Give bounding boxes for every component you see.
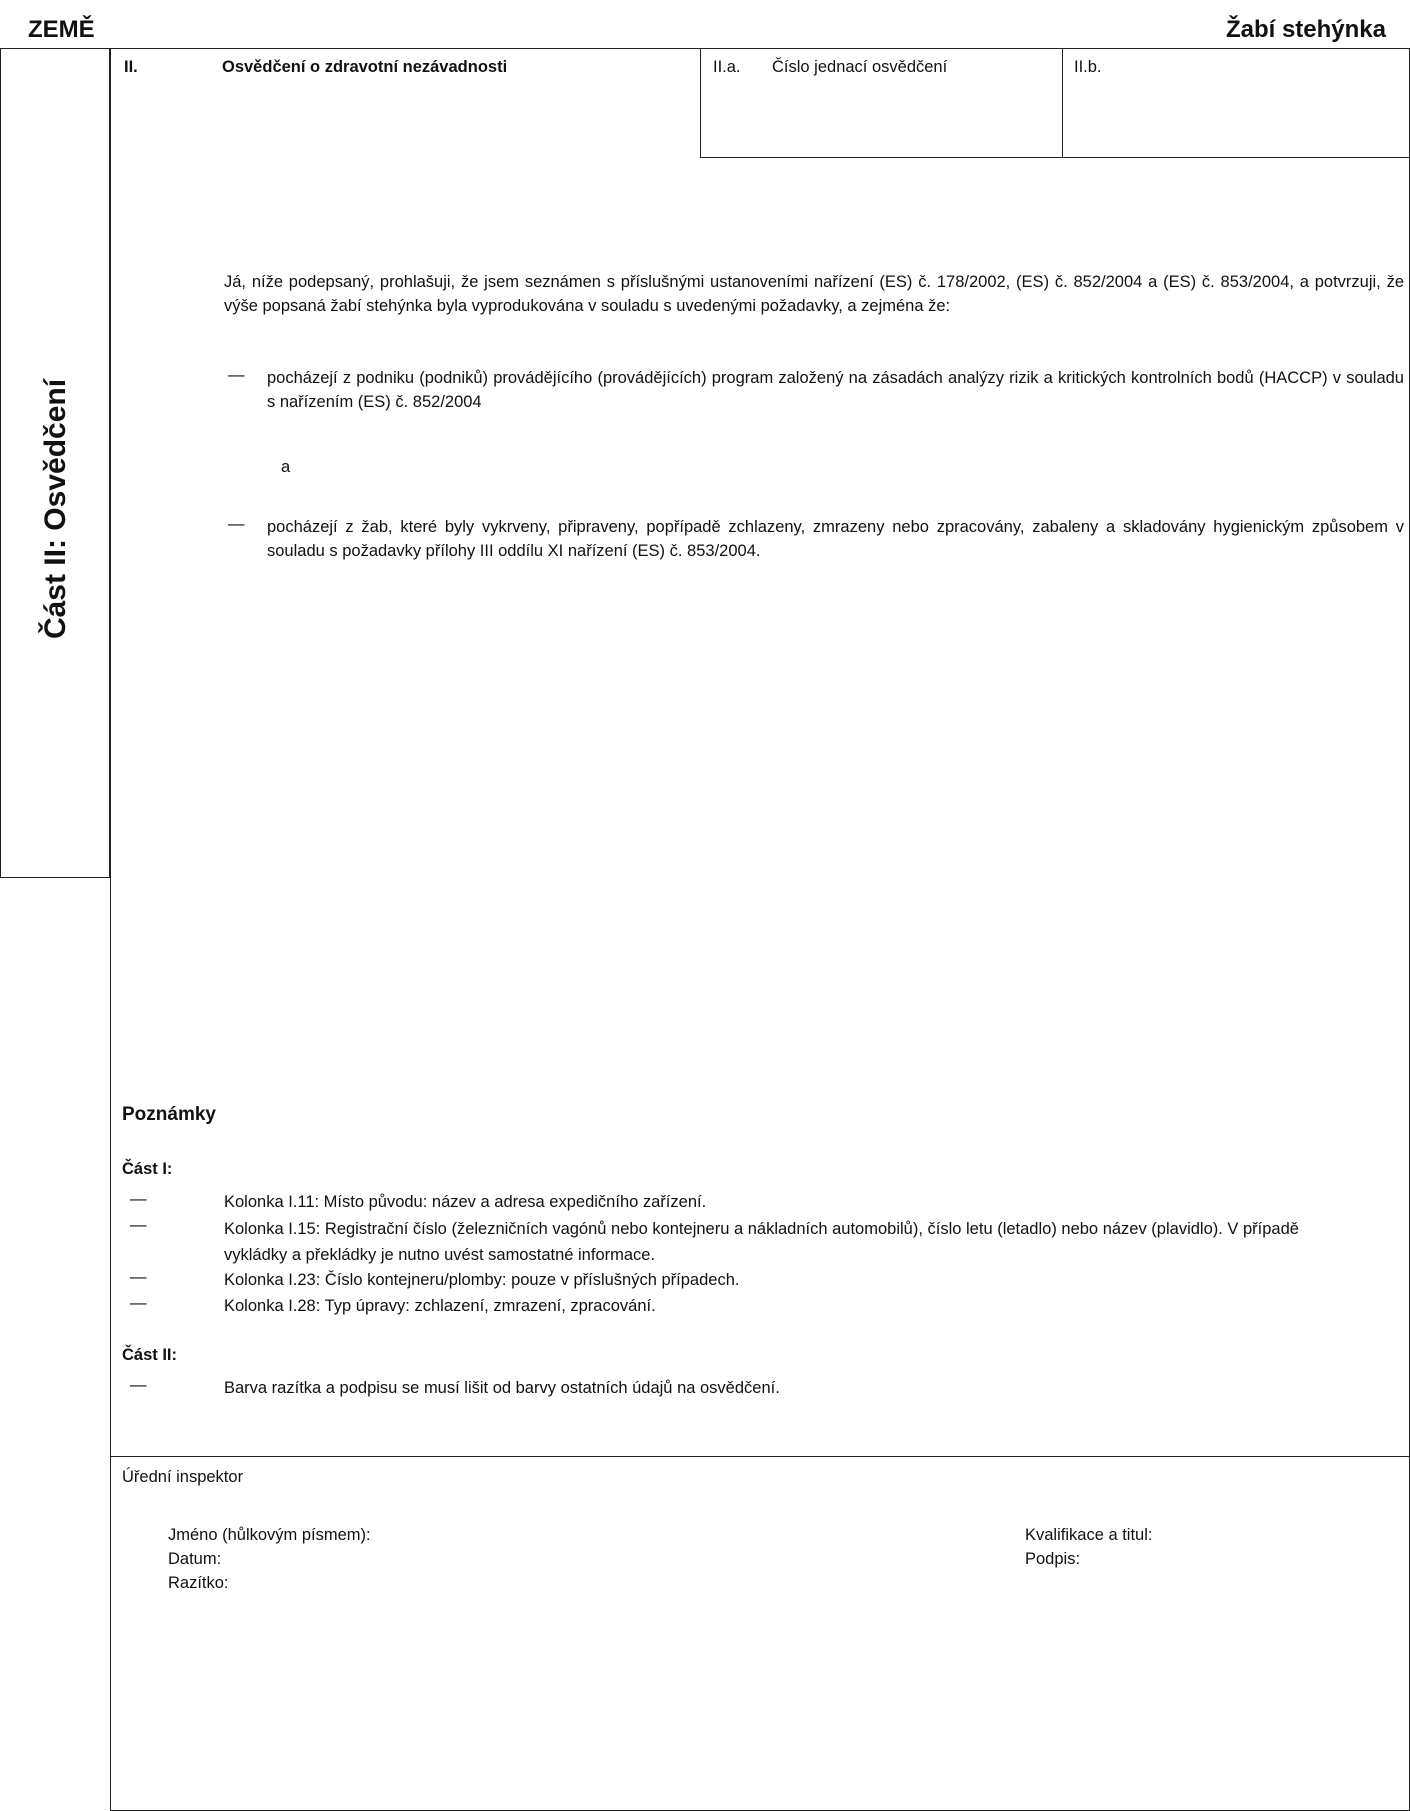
side-label-box bbox=[0, 48, 110, 878]
note-item: Kolonka I.23: Číslo kontejneru/plomby: pouze v příslušných případech. bbox=[224, 1271, 740, 1289]
section-title: Osvědčení o zdravotní nezávadnosti bbox=[222, 58, 508, 76]
name-label: Jméno (hůlkovým písmem): bbox=[168, 1526, 371, 1544]
inspector-title: Úřední inspektor bbox=[122, 1468, 244, 1486]
note4-dash: — bbox=[130, 1294, 147, 1312]
note1-dash: — bbox=[130, 1190, 147, 1208]
country-header: ZEMĚ bbox=[28, 16, 95, 43]
note-item: Kolonka I.28: Typ úpravy: zchlazení, zmrazení, zpracování. bbox=[224, 1297, 656, 1315]
note-item: Kolonka I.15: Registrační číslo (železničních vagónů nebo kontejneru a nákladních automobilů), číslo letu (letadlo) nebo název (plavidlo). V případě vykládky a překládky je nutno uvést samostatné informace. bbox=[224, 1220, 1299, 1264]
note2-dash: — bbox=[130, 1216, 147, 1234]
inspector-divider bbox=[110, 1456, 1410, 1457]
note5-dash: — bbox=[130, 1376, 147, 1394]
note3-dash: — bbox=[130, 1268, 147, 1286]
ref-b-label: II.b. bbox=[1074, 58, 1102, 76]
certification-item-1: pocházejí z podniku (podniků) provádějícího (provádějících) program založený na zásadách analýzy rizik a kritických kontrolních bodů (HACCP) v souladu s nařízením (ES) č. 852/2004 bbox=[267, 369, 1404, 411]
date-label: Datum: bbox=[168, 1550, 222, 1568]
signature-label: Podpis: bbox=[1025, 1550, 1081, 1568]
side-label-text: Část II: Osvědčení bbox=[39, 378, 72, 640]
note-item: Kolonka I.11: Místo původu: název a adresa expedičního zařízení. bbox=[224, 1193, 707, 1211]
qualification-label: Kvalifikace a titul: bbox=[1025, 1526, 1153, 1544]
item1-dash: — bbox=[228, 366, 245, 384]
top-row-bottom-line bbox=[700, 157, 1410, 158]
stamp-label: Razítko: bbox=[168, 1574, 229, 1592]
certification-intro: Já, níže podepsaný, prohlašuji, že jsem seznámen s příslušnými ustanoveními nařízení (ES) č. 178/2002, (ES) č. 852/2004 a (ES) č. 853/2004, a potvrzuji, že výše popsaná žabí stehýnka byla vyprodukována v souladu s uvedenými požadavky, a zejména že: bbox=[224, 273, 1404, 315]
ref-number-label-no: II.a. bbox=[713, 58, 741, 76]
section-number: II. bbox=[124, 58, 138, 76]
note-item: Barva razítka a podpisu se musí lišit od barvy ostatních údajů na osvědčení. bbox=[224, 1379, 780, 1397]
notes-title: Poznámky bbox=[122, 1104, 216, 1125]
top-row-divider-2 bbox=[1062, 48, 1063, 158]
notes-part1-title: Část I: bbox=[122, 1160, 173, 1178]
product-header: Žabí stehýnka bbox=[1225, 16, 1386, 43]
certification-item-2: pocházejí z žab, které byly vykrveny, připraveny, popřípadě zchlazeny, zmrazeny nebo zpracovány, zabaleny a skladovány hygienickým způsobem v souladu s požadavky přílohy III oddílu XI nařízení (ES) č. 853/2004. bbox=[267, 518, 1404, 560]
item2-dash: — bbox=[228, 515, 245, 533]
certification-connector: a bbox=[281, 458, 291, 476]
notes-part2-title: Část II: bbox=[122, 1346, 178, 1364]
ref-number-label: Číslo jednací osvědčení bbox=[772, 58, 948, 76]
top-row-divider-1 bbox=[700, 48, 701, 158]
